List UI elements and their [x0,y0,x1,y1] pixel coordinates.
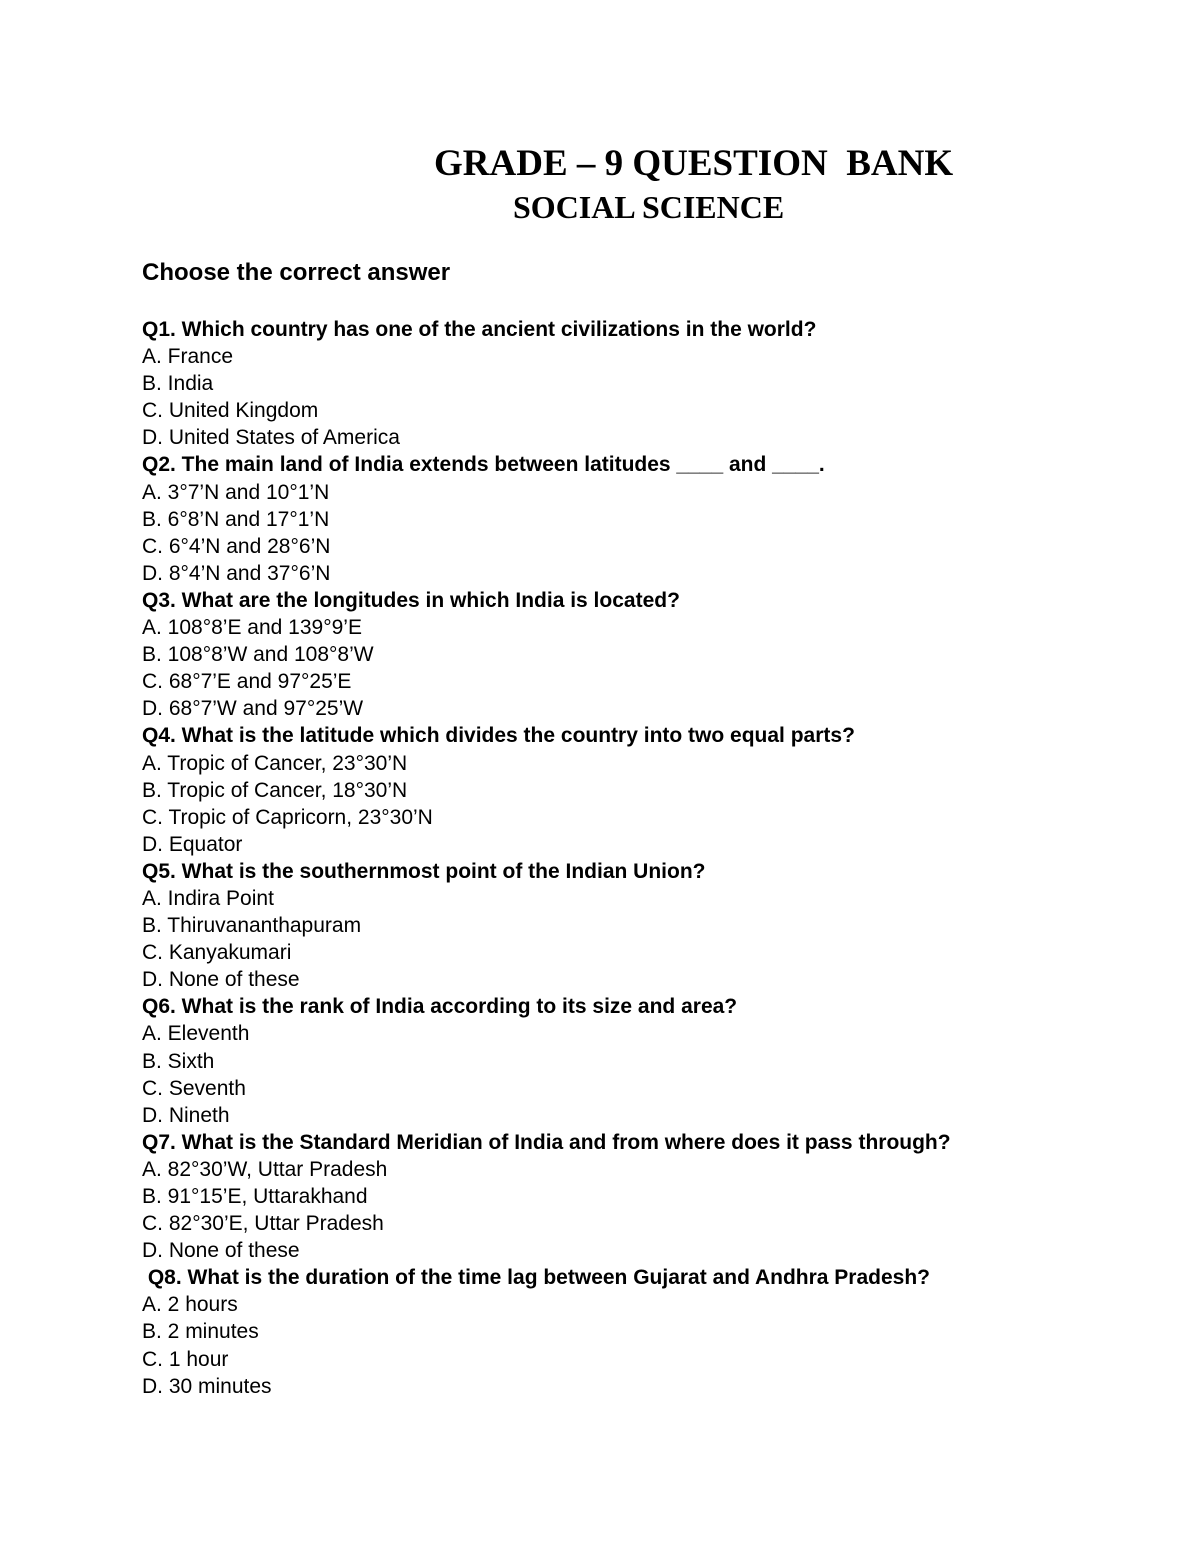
question-8 [142,1264,1182,1399]
page-title: GRADE – 9 QUESTION BANK [434,143,954,184]
question-1 [142,316,1182,451]
option-b: B. Sixth [142,1049,215,1073]
option-b: B. Thiruvananthapuram [142,914,362,938]
question-text: Q1. Which country has one of the ancient civilizations in the world? [142,318,817,341]
question-text: Q2. The main land of India extends between latitudes ____ and ____. [142,453,825,477]
question-7 [142,1129,1182,1264]
page-subtitle: SOCIAL SCIENCE [513,189,785,225]
option-d: D. Equator [142,832,243,856]
option-d: D. 8°4’N and 37°6’N [142,561,331,585]
option-a: A. Eleventh [142,1022,250,1046]
option-c: C. Tropic of Capricorn, 23°30’N [142,805,433,829]
option-b: B. 108°8’W and 108°8’W [142,643,374,667]
option-d: D. United States of America [142,426,400,450]
option-c: C. United Kingdom [142,399,319,423]
option-c: C. Seventh [142,1076,246,1100]
question-4 [142,722,1182,857]
option-c: C. 6°4’N and 28°6’N [142,534,331,558]
option-c: C. 82°30’E, Uttar Pradesh [142,1212,384,1236]
option-a: A. 3°7’N and 10°1’N [142,480,330,504]
question-text: Q7. What is the Standard Meridian of India and from where does it pass through? [142,1130,951,1154]
question-5 [142,858,1182,993]
question-6 [142,993,1182,1128]
option-b: B. 2 minutes [142,1320,259,1344]
option-d: D. 30 minutes [142,1374,272,1398]
option-a: A. France [142,345,234,369]
option-c: C. Kanyakumari [142,941,292,965]
option-a: A. 2 hours [142,1293,238,1317]
option-a: A. 82°30’W, Uttar Pradesh [142,1157,388,1181]
option-a: A. 108°8’E and 139°9’E [142,616,362,640]
question-text: Q6. What is the rank of India according to its size and area? [142,995,738,1019]
option-a: A. Tropic of Cancer, 23°30’N [142,751,408,775]
option-d: D. Nineth [142,1103,230,1127]
question-text: Q5. What is the southernmost point of the Indian Union? [142,859,706,883]
option-a: A. Indira Point [142,886,274,910]
question-3 [142,587,1182,722]
option-b: B. 91°15’E, Uttarakhand [142,1185,368,1208]
question-text: Q4. What is the latitude which divides the country into two equal parts? [142,724,855,748]
option-d: D. None of these [142,1239,300,1263]
option-c: C. 68°7’E and 97°25’E [142,670,352,694]
option-c: C. 1 hour [142,1347,229,1371]
instruction-heading: Choose the correct answer [142,259,451,286]
question-list [142,316,1182,1400]
question-text: Q3. What are the longitudes in which India is located? [142,588,680,612]
option-b: B. Tropic of Cancer, 18°30’N [142,778,408,802]
option-d: D. 68°7’W and 97°25’W [142,697,364,721]
option-b: B. 6°8’N and 17°1’N [142,507,330,531]
question-2 [142,451,1182,586]
question-text: Q8. What is the duration of the time lag between Gujarat and Andhra Pradesh? [142,1266,930,1290]
option-d: D. None of these [142,968,300,992]
option-b: B. India [142,372,214,396]
